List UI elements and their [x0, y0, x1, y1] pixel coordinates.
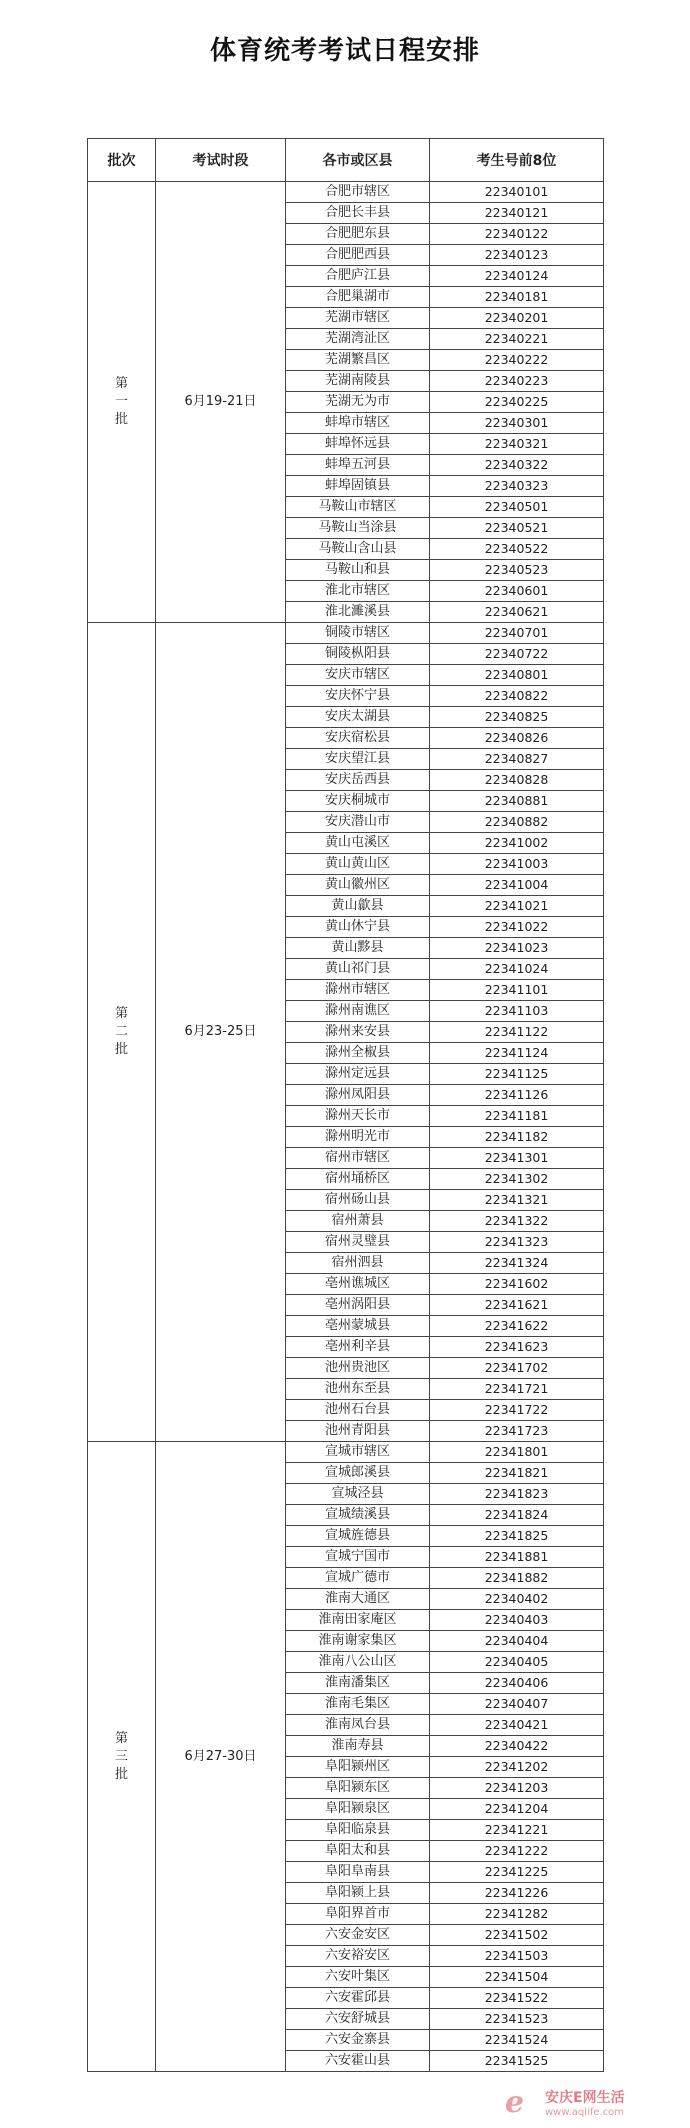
- watermark-logo: e: [505, 2085, 525, 2120]
- id-prefix-cell: 22340523: [430, 560, 604, 581]
- period-cell: 6月27-30日: [156, 1442, 286, 2072]
- header-batch: 批次: [88, 139, 156, 182]
- region-cell: 六安金安区: [286, 1925, 430, 1946]
- region-cell: 安庆怀宁县: [286, 686, 430, 707]
- region-cell: 合肥巢湖市: [286, 287, 430, 308]
- id-prefix-cell: 22340323: [430, 476, 604, 497]
- id-prefix-cell: 22341623: [430, 1337, 604, 1358]
- region-cell: 黄山屯溪区: [286, 833, 430, 854]
- table-body: [88, 182, 604, 2072]
- id-prefix-cell: 22341622: [430, 1316, 604, 1337]
- region-cell: 阜阳颍上县: [286, 1883, 430, 1904]
- id-prefix-cell: 22341225: [430, 1862, 604, 1883]
- id-prefix-cell: 22341324: [430, 1253, 604, 1274]
- id-prefix-cell: 22340801: [430, 665, 604, 686]
- id-prefix-cell: 22341222: [430, 1841, 604, 1862]
- region-cell: 铜陵枞阳县: [286, 644, 430, 665]
- region-cell: 阜阳临泉县: [286, 1820, 430, 1841]
- id-prefix-cell: 22340406: [430, 1673, 604, 1694]
- region-cell: 蚌埠五河县: [286, 455, 430, 476]
- id-prefix-cell: 22341101: [430, 980, 604, 1001]
- id-prefix-cell: 22340405: [430, 1652, 604, 1673]
- region-cell: 芜湖南陵县: [286, 371, 430, 392]
- id-prefix-cell: 22341103: [430, 1001, 604, 1022]
- batch-label: 第二批: [115, 1006, 129, 1057]
- region-cell: 淮北濉溪县: [286, 602, 430, 623]
- id-prefix-cell: 22341024: [430, 959, 604, 980]
- region-cell: 滁州天长市: [286, 1106, 430, 1127]
- id-prefix-cell: 22341204: [430, 1799, 604, 1820]
- region-cell: 阜阳颍泉区: [286, 1799, 430, 1820]
- region-cell: 宣城市辖区: [286, 1442, 430, 1463]
- region-cell: 滁州凤阳县: [286, 1085, 430, 1106]
- table-row: [88, 1442, 604, 1463]
- region-cell: 铜陵市辖区: [286, 623, 430, 644]
- region-cell: 芜湖湾沚区: [286, 329, 430, 350]
- region-cell: 池州石台县: [286, 1400, 430, 1421]
- region-cell: 马鞍山当涂县: [286, 518, 430, 539]
- id-prefix-cell: 22340301: [430, 413, 604, 434]
- region-cell: 淮南八公山区: [286, 1652, 430, 1673]
- id-prefix-cell: 22340402: [430, 1589, 604, 1610]
- id-prefix-cell: 22341504: [430, 1967, 604, 1988]
- region-cell: 宣城旌德县: [286, 1526, 430, 1547]
- region-cell: 宣城宁国市: [286, 1547, 430, 1568]
- id-prefix-cell: 22340882: [430, 812, 604, 833]
- region-cell: 合肥长丰县: [286, 203, 430, 224]
- region-cell: 宣城绩溪县: [286, 1505, 430, 1526]
- region-cell: 滁州明光市: [286, 1127, 430, 1148]
- id-prefix-cell: 22340827: [430, 749, 604, 770]
- region-cell: 滁州市辖区: [286, 980, 430, 1001]
- id-prefix-cell: 22341723: [430, 1421, 604, 1442]
- region-cell: 芜湖市辖区: [286, 308, 430, 329]
- region-cell: 蚌埠固镇县: [286, 476, 430, 497]
- id-prefix-cell: 22341182: [430, 1127, 604, 1148]
- region-cell: 亳州蒙城县: [286, 1316, 430, 1337]
- region-cell: 安庆望江县: [286, 749, 430, 770]
- id-prefix-cell: 22340223: [430, 371, 604, 392]
- id-prefix-cell: 22340421: [430, 1715, 604, 1736]
- batch-label: 第一批: [115, 376, 129, 427]
- region-cell: 六安金寨县: [286, 2030, 430, 2051]
- id-prefix-cell: 22341022: [430, 917, 604, 938]
- region-cell: 黄山祁门县: [286, 959, 430, 980]
- id-prefix-cell: 22340121: [430, 203, 604, 224]
- id-prefix-cell: 22341021: [430, 896, 604, 917]
- id-prefix-cell: 22340822: [430, 686, 604, 707]
- region-cell: 蚌埠怀远县: [286, 434, 430, 455]
- region-cell: 池州贵池区: [286, 1358, 430, 1379]
- region-cell: 滁州全椒县: [286, 1043, 430, 1064]
- id-prefix-cell: 22340124: [430, 266, 604, 287]
- region-cell: 黄山徽州区: [286, 875, 430, 896]
- region-cell: 淮南大通区: [286, 1589, 430, 1610]
- id-prefix-cell: 22340403: [430, 1610, 604, 1631]
- id-prefix-cell: 22341023: [430, 938, 604, 959]
- region-cell: 马鞍山和县: [286, 560, 430, 581]
- id-prefix-cell: 22340621: [430, 602, 604, 623]
- region-cell: 六安裕安区: [286, 1946, 430, 1967]
- id-prefix-cell: 22340828: [430, 770, 604, 791]
- id-prefix-cell: 22341621: [430, 1295, 604, 1316]
- region-cell: 阜阳阜南县: [286, 1862, 430, 1883]
- id-prefix-cell: 22341825: [430, 1526, 604, 1547]
- region-cell: 阜阳界首市: [286, 1904, 430, 1925]
- id-prefix-cell: 22340722: [430, 644, 604, 665]
- batch-label: 第三批: [115, 1730, 129, 1782]
- id-prefix-cell: 22341821: [430, 1463, 604, 1484]
- batch-cell: [88, 1442, 156, 2072]
- region-cell: 淮南寿县: [286, 1736, 430, 1757]
- region-cell: 宿州砀山县: [286, 1190, 430, 1211]
- id-prefix-cell: 22341823: [430, 1484, 604, 1505]
- id-prefix-cell: 22341282: [430, 1904, 604, 1925]
- id-prefix-cell: 22341523: [430, 2009, 604, 2030]
- region-cell: 淮南谢家集区: [286, 1631, 430, 1652]
- region-cell: 滁州南谯区: [286, 1001, 430, 1022]
- region-cell: 合肥庐江县: [286, 266, 430, 287]
- id-prefix-cell: 22341522: [430, 1988, 604, 2009]
- id-prefix-cell: 22341702: [430, 1358, 604, 1379]
- id-prefix-cell: 22341722: [430, 1400, 604, 1421]
- id-prefix-cell: 22341881: [430, 1547, 604, 1568]
- watermark-url: www.aqlife.com: [545, 2107, 625, 2118]
- period-cell: 6月23-25日: [156, 623, 286, 1442]
- region-cell: 安庆太湖县: [286, 707, 430, 728]
- batch-cell: [88, 623, 156, 1442]
- id-prefix-cell: 22341126: [430, 1085, 604, 1106]
- id-prefix-cell: 22340407: [430, 1694, 604, 1715]
- id-prefix-cell: 22340201: [430, 308, 604, 329]
- region-cell: 合肥市辖区: [286, 182, 430, 203]
- id-prefix-cell: 22341124: [430, 1043, 604, 1064]
- period-cell: 6月19-21日: [156, 182, 286, 623]
- id-prefix-cell: 22340501: [430, 497, 604, 518]
- id-prefix-cell: 22341323: [430, 1232, 604, 1253]
- region-cell: 芜湖繁昌区: [286, 350, 430, 371]
- watermark-name: 安庆E网生活: [545, 2090, 625, 2106]
- page-title: 体育统考考试日程安排: [209, 36, 480, 66]
- id-prefix-cell: 22341824: [430, 1505, 604, 1526]
- id-prefix-cell: 22340322: [430, 455, 604, 476]
- region-cell: 滁州来安县: [286, 1022, 430, 1043]
- id-prefix-cell: 22341221: [430, 1820, 604, 1841]
- region-cell: 阜阳颍东区: [286, 1778, 430, 1799]
- region-cell: 安庆桐城市: [286, 791, 430, 812]
- id-prefix-cell: 22340825: [430, 707, 604, 728]
- region-cell: 淮南潘集区: [286, 1673, 430, 1694]
- header-period: 考试时段: [156, 139, 286, 182]
- id-prefix-cell: 22341003: [430, 854, 604, 875]
- table-row: [88, 623, 604, 644]
- id-prefix-cell: 22340881: [430, 791, 604, 812]
- id-prefix-cell: 22340101: [430, 182, 604, 203]
- id-prefix-cell: 22341301: [430, 1148, 604, 1169]
- region-cell: 宿州市辖区: [286, 1148, 430, 1169]
- watermark: [505, 2085, 685, 2125]
- id-prefix-cell: 22340521: [430, 518, 604, 539]
- region-cell: 池州东至县: [286, 1379, 430, 1400]
- region-cell: 黄山黟县: [286, 938, 430, 959]
- id-prefix-cell: 22341122: [430, 1022, 604, 1043]
- region-cell: 安庆市辖区: [286, 665, 430, 686]
- region-cell: 宿州埇桥区: [286, 1169, 430, 1190]
- region-cell: 亳州利辛县: [286, 1337, 430, 1358]
- id-prefix-cell: 22341302: [430, 1169, 604, 1190]
- region-cell: 芜湖无为市: [286, 392, 430, 413]
- id-prefix-cell: 22341525: [430, 2051, 604, 2072]
- region-cell: 宿州灵璧县: [286, 1232, 430, 1253]
- batch-cell: [88, 182, 156, 623]
- id-prefix-cell: 22341002: [430, 833, 604, 854]
- region-cell: 安庆岳西县: [286, 770, 430, 791]
- id-prefix-cell: 22341502: [430, 1925, 604, 1946]
- id-prefix-cell: 22341203: [430, 1778, 604, 1799]
- table-header-row: [88, 139, 604, 182]
- id-prefix-cell: 22340122: [430, 224, 604, 245]
- id-prefix-cell: 22341321: [430, 1190, 604, 1211]
- region-cell: 阜阳颍州区: [286, 1757, 430, 1778]
- region-cell: 六安舒城县: [286, 2009, 430, 2030]
- region-cell: 宣城广德市: [286, 1568, 430, 1589]
- region-cell: 黄山黄山区: [286, 854, 430, 875]
- header-id-prefix: 考生号前8位: [430, 139, 604, 182]
- table-row: [88, 182, 604, 203]
- id-prefix-cell: 22341801: [430, 1442, 604, 1463]
- id-prefix-cell: 22340601: [430, 581, 604, 602]
- id-prefix-cell: 22341181: [430, 1106, 604, 1127]
- id-prefix-cell: 22340701: [430, 623, 604, 644]
- id-prefix-cell: 22341004: [430, 875, 604, 896]
- region-cell: 滁州定远县: [286, 1064, 430, 1085]
- region-cell: 马鞍山含山县: [286, 539, 430, 560]
- header-region: 各市或区县: [286, 139, 430, 182]
- region-cell: 六安叶集区: [286, 1967, 430, 1988]
- id-prefix-cell: 22341202: [430, 1757, 604, 1778]
- id-prefix-cell: 22341322: [430, 1211, 604, 1232]
- region-cell: 六安霍邱县: [286, 1988, 430, 2009]
- region-cell: 淮南毛集区: [286, 1694, 430, 1715]
- region-cell: 安庆潜山市: [286, 812, 430, 833]
- id-prefix-cell: 22340321: [430, 434, 604, 455]
- id-prefix-cell: 22341602: [430, 1274, 604, 1295]
- region-cell: 六安霍山县: [286, 2051, 430, 2072]
- schedule-table: [87, 138, 604, 2072]
- id-prefix-cell: 22340522: [430, 539, 604, 560]
- id-prefix-cell: 22340225: [430, 392, 604, 413]
- region-cell: 马鞍山市辖区: [286, 497, 430, 518]
- region-cell: 合肥肥东县: [286, 224, 430, 245]
- region-cell: 池州青阳县: [286, 1421, 430, 1442]
- region-cell: 宣城郎溪县: [286, 1463, 430, 1484]
- region-cell: 亳州涡阳县: [286, 1295, 430, 1316]
- region-cell: 蚌埠市辖区: [286, 413, 430, 434]
- region-cell: 黄山歙县: [286, 896, 430, 917]
- id-prefix-cell: 22341721: [430, 1379, 604, 1400]
- region-cell: 亳州谯城区: [286, 1274, 430, 1295]
- region-cell: 宿州泗县: [286, 1253, 430, 1274]
- region-cell: 淮北市辖区: [286, 581, 430, 602]
- id-prefix-cell: 22341226: [430, 1883, 604, 1904]
- region-cell: 阜阳太和县: [286, 1841, 430, 1862]
- region-cell: 合肥肥西县: [286, 245, 430, 266]
- id-prefix-cell: 22340123: [430, 245, 604, 266]
- region-cell: 淮南田家庵区: [286, 1610, 430, 1631]
- id-prefix-cell: 22340222: [430, 350, 604, 371]
- id-prefix-cell: 22341125: [430, 1064, 604, 1085]
- region-cell: 黄山休宁县: [286, 917, 430, 938]
- id-prefix-cell: 22341503: [430, 1946, 604, 1967]
- id-prefix-cell: 22341524: [430, 2030, 604, 2051]
- id-prefix-cell: 22340826: [430, 728, 604, 749]
- region-cell: 宿州萧县: [286, 1211, 430, 1232]
- id-prefix-cell: 22340422: [430, 1736, 604, 1757]
- region-cell: 宣城泾县: [286, 1484, 430, 1505]
- id-prefix-cell: 22340221: [430, 329, 604, 350]
- id-prefix-cell: 22340404: [430, 1631, 604, 1652]
- region-cell: 淮南凤台县: [286, 1715, 430, 1736]
- id-prefix-cell: 22341882: [430, 1568, 604, 1589]
- id-prefix-cell: 22340181: [430, 287, 604, 308]
- region-cell: 安庆宿松县: [286, 728, 430, 749]
